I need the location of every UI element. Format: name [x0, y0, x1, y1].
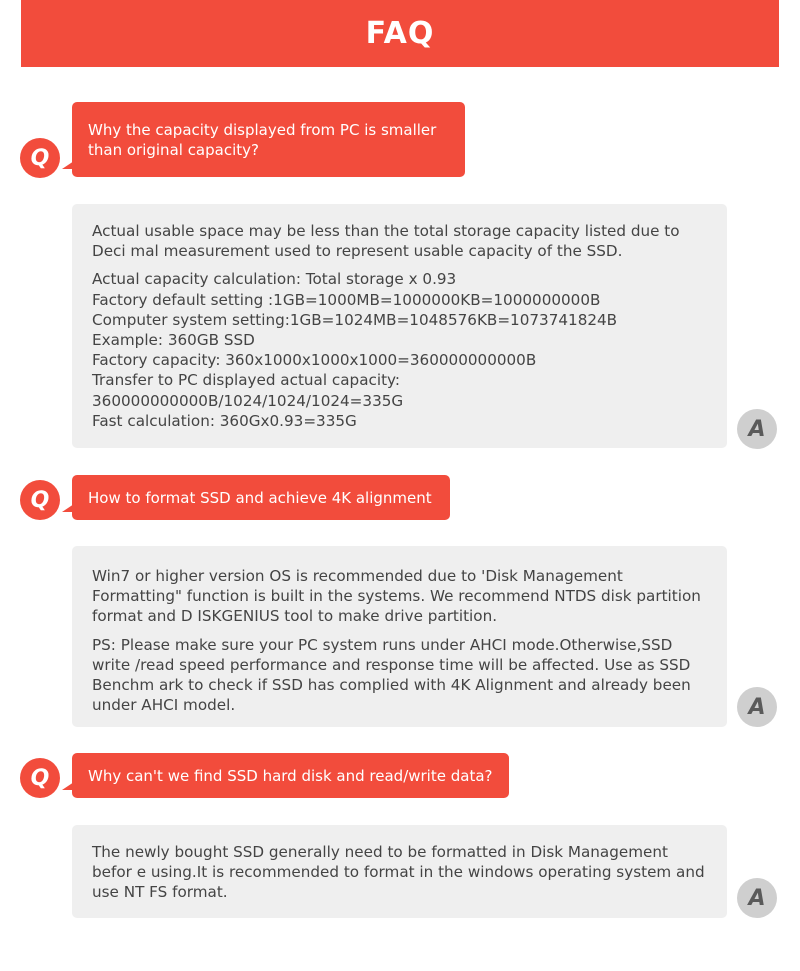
question-badge-icon: Q [20, 138, 60, 178]
answer-2-paragraph-2: PS: Please make sure your PC system runs under AHCI mode.Otherwise,SSD write /read speed performance and response time will be affected. Use as SSD Benchm ark to check if SSD has complied with 4K Alignment and already been under AHCI model. [92, 635, 691, 715]
answer-1-line: 360000000000B/1024/1024/1024=335G [92, 391, 404, 410]
answer-badge-icon: A [737, 878, 777, 918]
answer-1-details [92, 269, 707, 431]
answer-1-line: Factory default setting :1GB=1000MB=1000000KB=1000000000B [92, 290, 601, 309]
question-bubble-1 [72, 102, 465, 177]
question-text-1: Why the capacity displayed from PC is smaller than original capacity? [88, 120, 437, 159]
answer-bubble-1 [72, 204, 727, 448]
answer-bubble-2 [72, 546, 727, 727]
faq-header [21, 0, 779, 67]
answer-1-line: Example: 360GB SSD [92, 331, 255, 350]
question-bubble-3 [72, 753, 509, 798]
answer-1-line: Factory capacity: 360x1000x1000x1000=360000000000B [92, 351, 537, 370]
answer-badge-icon: A [737, 687, 777, 727]
page-title: FAQ [365, 16, 435, 51]
question-badge-icon: Q [20, 758, 60, 798]
answer-bubble-3 [72, 825, 727, 918]
answer-1-line: Fast calculation: 360Gx0.93=335G [92, 411, 357, 430]
answer-3-paragraph: The newly bought SSD generally need to be formatted in Disk Management befor e using.It is recommended to format in the windows operating system and use NT FS format. [92, 843, 705, 902]
question-text-2: How to format SSD and achieve 4K alignment [88, 488, 432, 507]
answer-badge-icon: A [737, 409, 777, 449]
question-badge-icon: Q [20, 480, 60, 520]
answer-1-line: Actual capacity calculation: Total storage x 0.93 [92, 270, 457, 289]
answer-1-line: Computer system setting:1GB=1024MB=1048576KB=1073741824B [92, 310, 618, 329]
answer-2-paragraph-1: Win7 or higher version OS is recommended due to 'Disk Management Formatting" function is built in the systems. We recommend NTDS disk partition format and D ISKGENIUS tool to make drive partition. [92, 567, 701, 626]
answer-1-paragraph: Actual usable space may be less than the total storage capacity listed due to Deci mal measurement used to represent usable capacity of the SSD. [92, 222, 680, 261]
question-bubble-2 [72, 475, 450, 520]
question-text-3: Why can't we find SSD hard disk and read/write data? [88, 766, 493, 785]
answer-1-line: Transfer to PC displayed actual capacity: [92, 371, 401, 390]
